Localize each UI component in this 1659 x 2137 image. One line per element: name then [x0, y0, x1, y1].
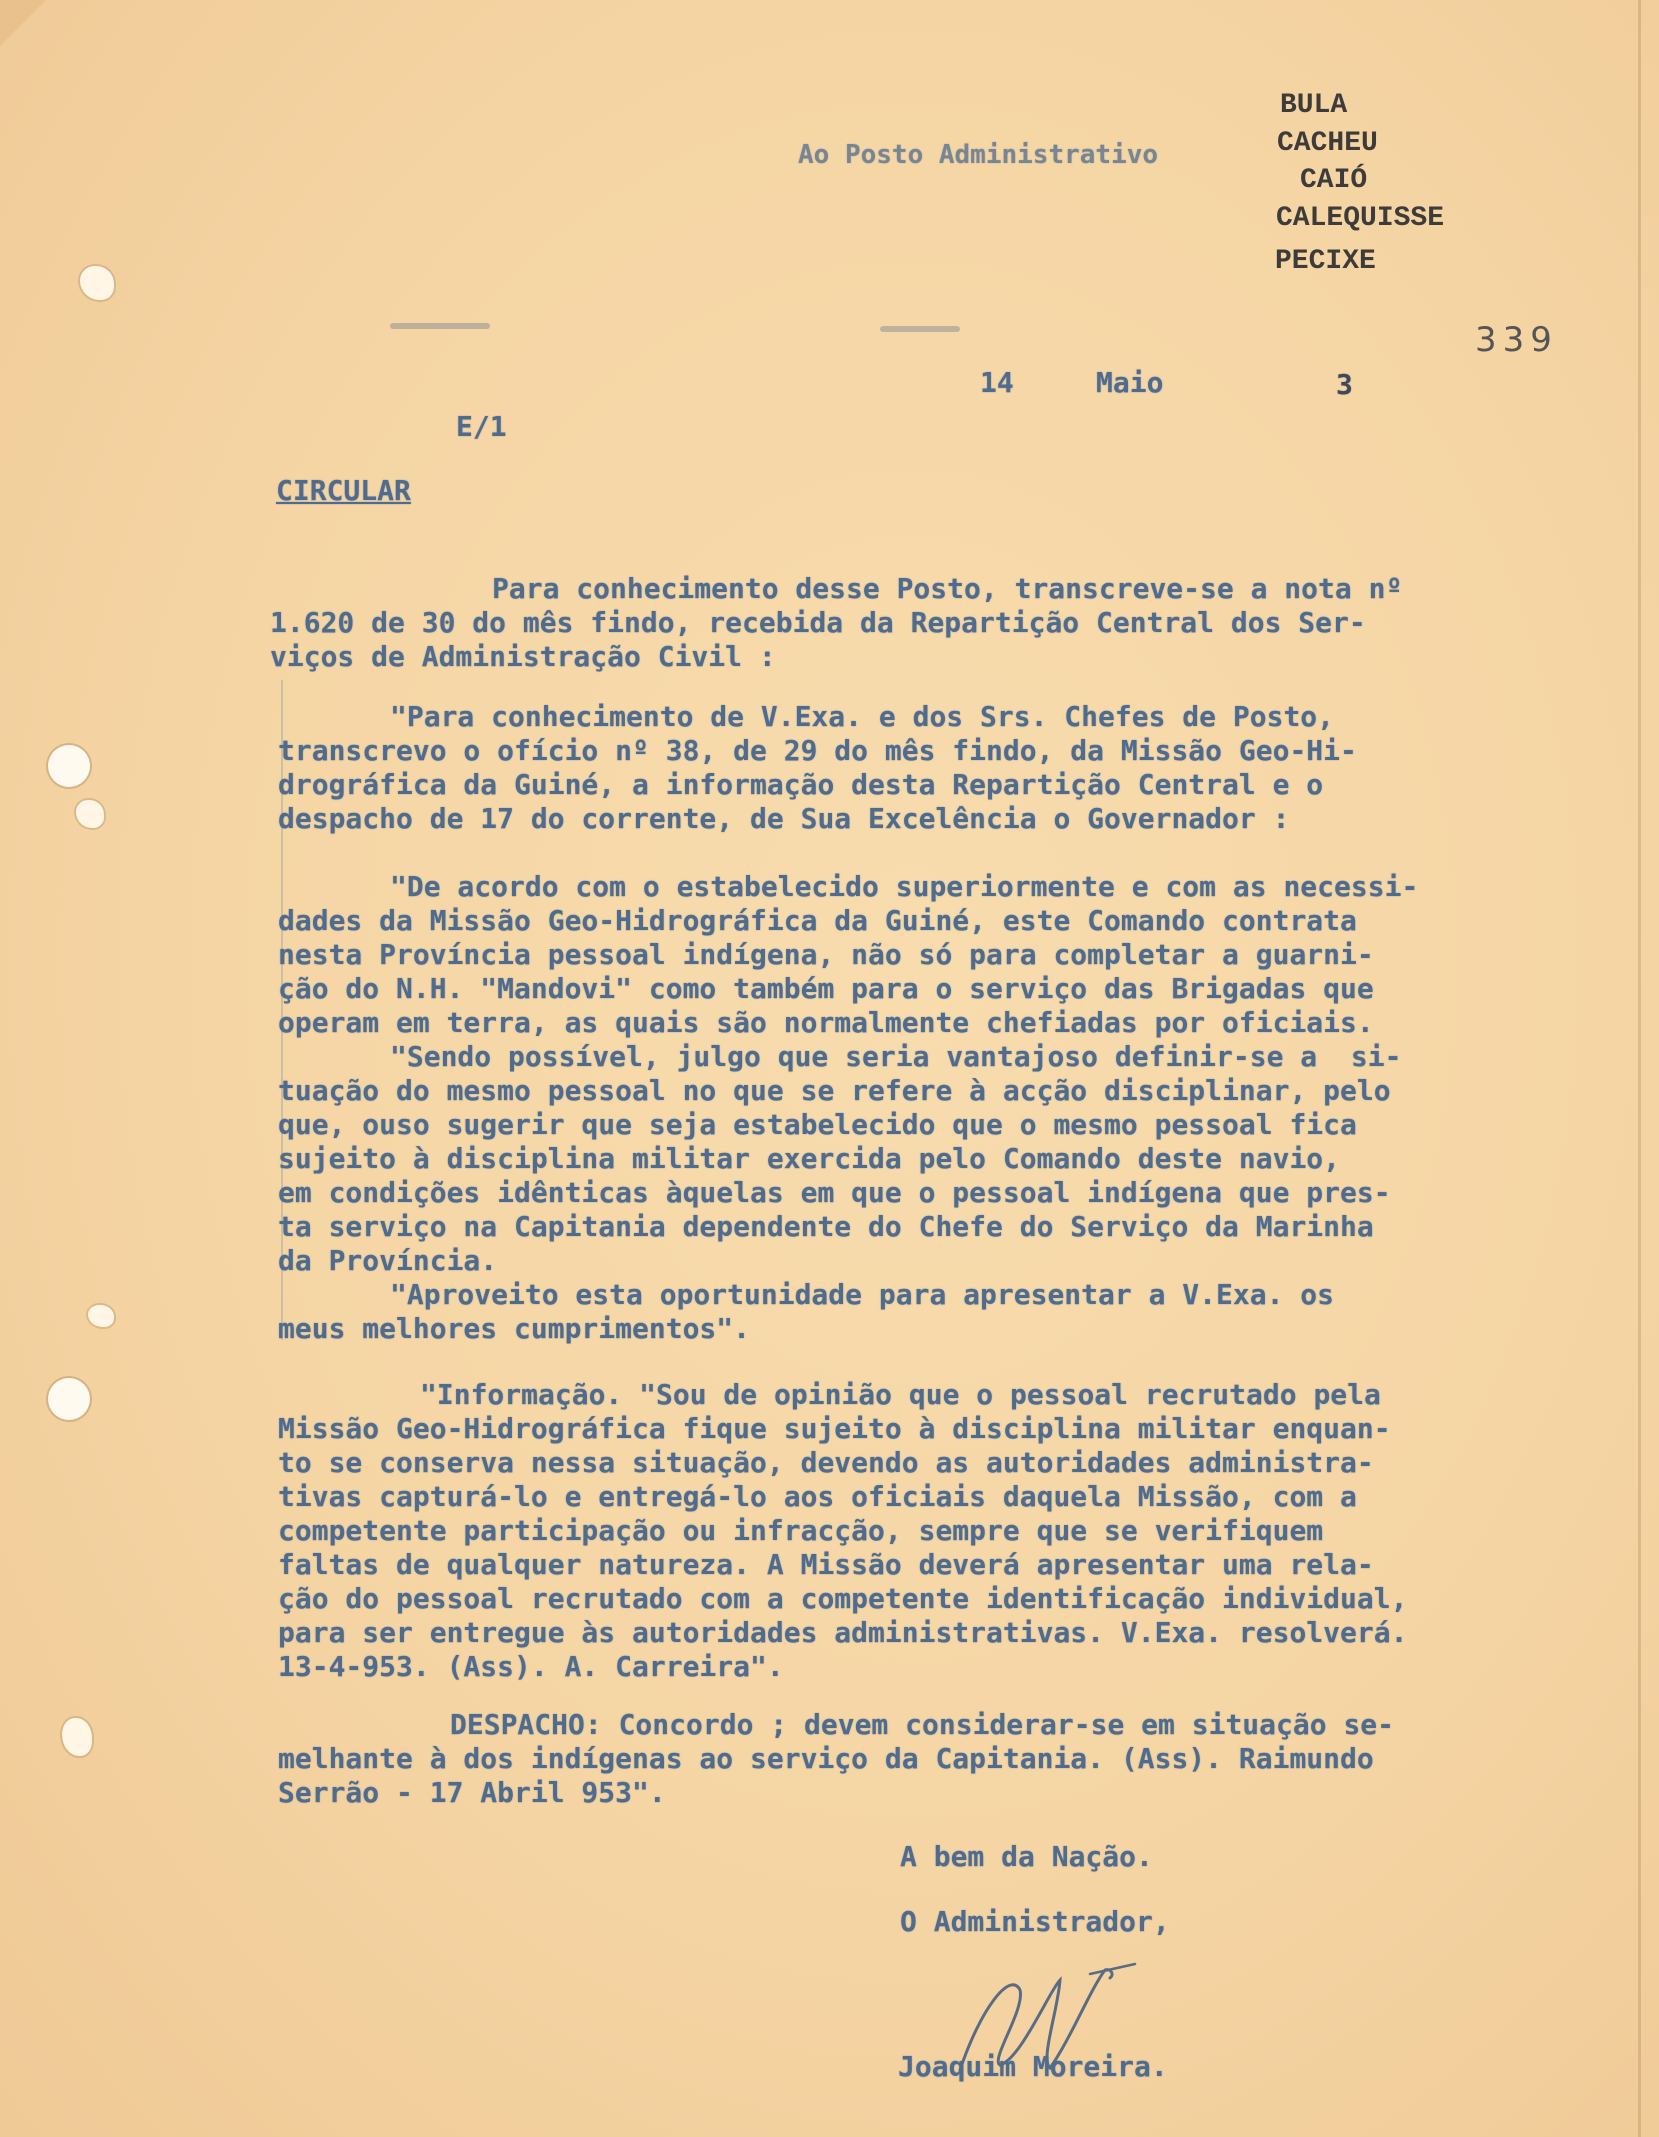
paragraph-despacho: DESPACHO: Concordo ; devem considerar-se em situação se- melhante à dos indígenas ao serviço da Capitania. (Ass). Raimundo Serrão - 17 Abril 953". [278, 1708, 1395, 1809]
punch-hole-1 [48, 745, 90, 787]
paragraph-oficio-1: "De acordo com o estabelecido superiormente e com as necessi- dades da Missão Geo-Hidrográfica da Guiné, este Comando contrata nesta Província pessoal indígena, não só para completar a guarni- ção do N.H. "Mandovi" como também para o serviço das Brigadas que operam em terra, as quais são normalmente chefiadas por oficiais. [278, 870, 1419, 1039]
punch-hole-2 [48, 1378, 90, 1420]
tear-hole-3 [88, 1305, 114, 1327]
paragraph-informacao: "Informação. "Sou de opinião que o pessoal recrutado pela Missão Geo-Hidrográfica fique sujeito à disciplina militar enquan- to se conserva nessa situação, devendo as autoridades administra- tivas capturá-lo e entregá-lo aos oficiais daquela Missão, com a competente participação ou infracção, sempre que se verifiquem faltas de qualquer natureza. A Missão deverá apresentar uma rela- ção do pessoal recrutado com a competente identificação individual, para ser entregue às autoridades administrativas. V.Exa. resolverá. 13-4-953. (Ass). A. Carreira". [278, 1378, 1408, 1683]
recipient-post: BULA [1280, 90, 1348, 121]
date-year: 3 [1336, 368, 1353, 401]
tear-hole-1 [80, 266, 114, 300]
recipient-post: PECIXE [1275, 246, 1376, 277]
tear-hole-4 [62, 1718, 92, 1756]
faded-mark [390, 323, 490, 329]
date-month: Maio [1096, 366, 1164, 399]
page-number: 339 [1475, 320, 1558, 360]
closing-title: O Administrador, [900, 1905, 1170, 1938]
addressee-prefix: Ao Posto Administrativo [798, 140, 1159, 170]
paragraph-intro: Para conhecimento desse Posto, transcreve-se a nota nº 1.620 de 30 do mês findo, recebida da Repartição Central dos Ser- viços de Administração Civil : [270, 572, 1403, 673]
date-day: 14 [980, 366, 1014, 399]
recipient-post: CALEQUISSE [1276, 203, 1445, 234]
circular-heading: CIRCULAR [276, 474, 411, 507]
folded-corner [0, 0, 46, 46]
signatory-name: Joaquim Moreira. [898, 2050, 1168, 2083]
recipient-post: CAIÓ [1300, 165, 1368, 196]
tear-hole-2 [76, 800, 104, 828]
recipient-post: CACHEU [1277, 128, 1378, 159]
closing-salutation: A bem da Nação. [900, 1840, 1153, 1873]
paragraph-oficio-3: "Aproveito esta oportunidade para apresentar a V.Exa. os meus melhores cumprimentos". [278, 1278, 1335, 1345]
reference-code: E/1 [456, 410, 507, 443]
faded-mark [880, 326, 960, 332]
paragraph-oficio-2: "Sendo possível, julgo que seria vantajoso definir-se a si- tuação do mesmo pessoal no que se refere à acção disciplinar, pelo que, ouso sugerir que seja estabelecido que o mesmo pessoal fica sujeito à disciplina militar exercida pelo Comando deste navio, em condições idênticas àquelas em que o pessoal indígena que pres- ta serviço na Capitania dependente do Chefe do Serviço da Marinha da Província. [278, 1040, 1402, 1277]
paragraph-transcription: "Para conhecimento de V.Exa. e dos Srs. Chefes de Posto, transcrevo o ofício nº 38, de 29 do mês findo, da Missão Geo-Hi- drográfica da Guiné, a informação desta Repartição Central e o despacho de 17 do corrente, de Sua Excelência o Governador : [278, 700, 1357, 835]
